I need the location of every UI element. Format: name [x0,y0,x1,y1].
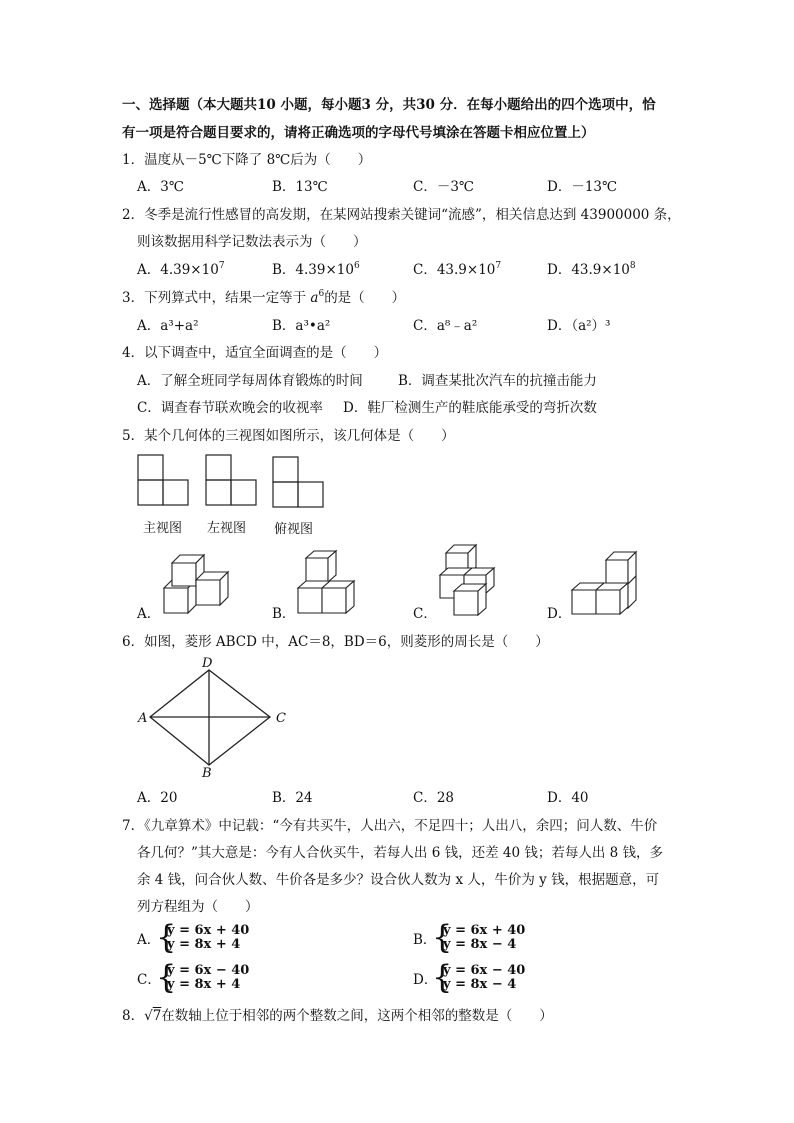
q7-d-brace: { [432,958,453,996]
q5-option-c-solid [436,543,496,618]
q5-option-b-solid [296,548,356,618]
q3-option-c[interactable]: C．a⁸﹣a² [413,318,478,334]
rhombus-diagram [148,668,272,768]
q7-stem-line4: 列方程组为（ ） [137,899,259,915]
q7-b-brace: { [432,918,453,956]
rhombus-vertex-c: C [276,711,286,726]
q4-option-b[interactable]: B．调查某批次汽车的抗撞击能力 [398,373,597,389]
q7-c-eq2: y = 8x + 4 [167,977,241,992]
q6-option-c[interactable]: C．28 [413,790,455,806]
three-view-diagram [137,452,337,512]
q2-option-b[interactable]: B．$4.39\times 10^6$ [272,261,360,278]
q2-option-a[interactable]: A．$4.39\times 10^7$ [137,261,225,278]
top-view-label: 俯视图 [274,522,314,537]
q6-option-a[interactable]: A．20 [137,790,178,806]
q5-stem: 5．某个几何体的三视图如图所示，该几何体是（ ） [122,428,455,444]
q8-stem: 8．√7在数轴上位于相邻的两个整数之间，这两个相邻的整数是（ ） [122,1008,553,1024]
q4-option-c[interactable]: C．调查春节联欢晚会的收视率 [137,400,323,416]
q7-a-eq2: y = 8x + 4 [167,937,241,952]
q1-option-b[interactable]: B．13℃ [272,179,328,195]
q7-c-eq1: y = 6x − 40 [167,963,250,978]
q3-stem: 3．下列算式中，结果一定等于 $a^6$的是（ ） [122,289,406,306]
q6-stem: 6．如图，菱形 ABCD 中，AC＝8，BD＝6，则菱形的周长是（ ） [122,634,549,650]
q1-stem: 1．温度从－5℃下降了 8℃后为（ ） [122,152,372,168]
q2-option-c[interactable]: C．$43.9\times 10^7$ [413,261,502,278]
q1-option-c[interactable]: C．－3℃ [413,179,475,195]
q3-option-b[interactable]: B．a³•a² [272,318,331,334]
section-header-line1: 一、选择题（本大题共10 小题，每小题3 分，共30 分．在每小题给出的四个选项中，恰 [122,97,656,113]
q5-option-d-solid [570,548,640,618]
q2-option-d[interactable]: D．$43.9\times 10^8$ [547,261,636,278]
q4-option-a[interactable]: A．了解全班同学每周体育锻炼的时间 [137,373,363,389]
q6-option-d[interactable]: D．40 [547,790,589,806]
q5-option-a[interactable]: A． [137,606,161,622]
q7-b-eq2: y = 8x − 4 [443,937,517,952]
q5-option-a-solid [160,548,230,618]
q2-stem-line1: 2．冬季是流行性感冒的高发期，在某网站搜索关键词“流感”，相关信息达到 43900000 条， [122,207,681,223]
q2-stem-line2: 则该数据用科学记数法表示为（ ） [137,234,367,250]
q5-option-d[interactable]: D． [547,606,572,622]
q1-option-a[interactable]: A．3℃ [137,179,184,195]
q5-option-c[interactable]: C． [413,606,437,622]
q7-b-eq1: y = 6x + 40 [443,923,526,938]
rhombus-vertex-a: A [138,711,148,726]
rhombus-vertex-d: D [202,656,213,671]
q1-option-d[interactable]: D．－13℃ [547,179,618,195]
q7-d-eq2: y = 8x − 4 [443,977,517,992]
q7-a-eq1: y = 6x + 40 [167,923,250,938]
q7-c-brace: { [156,958,177,996]
q7-a-brace: { [156,918,177,956]
q7-option-b[interactable]: B． [413,932,437,948]
q6-option-b[interactable]: B．24 [272,790,313,806]
q7-stem-line2: 各几何？”其大意是：今有人合伙买牛，若每人出 6 钱，还差 40 钱；若每人出 8 钱，多 [137,845,664,861]
rhombus-vertex-b: B [202,766,212,781]
left-view-label: 左视图 [207,521,247,536]
q3-option-d[interactable]: D．（a²）³ [547,318,611,334]
q5-option-b[interactable]: B． [272,606,296,622]
q7-stem-line3: 余 4 钱，问合伙人数、牛价各是多少？设合伙人数为 x 人，牛价为 y 钱，根据题意，可 [137,872,660,888]
q7-d-eq1: y = 6x − 40 [443,963,526,978]
q7-option-d[interactable]: D． [413,972,438,988]
section-header-line2: 有一项是符合题目要求的，请将正确选项的字母代号填涂在答题卡相应位置上） [122,125,595,141]
sqrt-radicand: 7 [152,1008,162,1024]
q7-option-c[interactable]: C． [137,972,161,988]
q3-option-a[interactable]: A．a³+a² [137,318,199,334]
q7-option-a[interactable]: A． [137,932,161,948]
q4-stem: 4．以下调查中，适宜全面调查的是（ ） [122,345,388,361]
sqrt-symbol: √ [144,1008,153,1024]
q7-stem-line1: 7．《九章算术》中记载：“今有共买牛，人出六，不足四十；人出八，余四；问人数、牛价 [122,818,658,834]
front-view-label: 主视图 [143,521,183,536]
q4-option-d[interactable]: D．鞋厂检测生产的鞋底能承受的弯折次数 [343,400,597,416]
